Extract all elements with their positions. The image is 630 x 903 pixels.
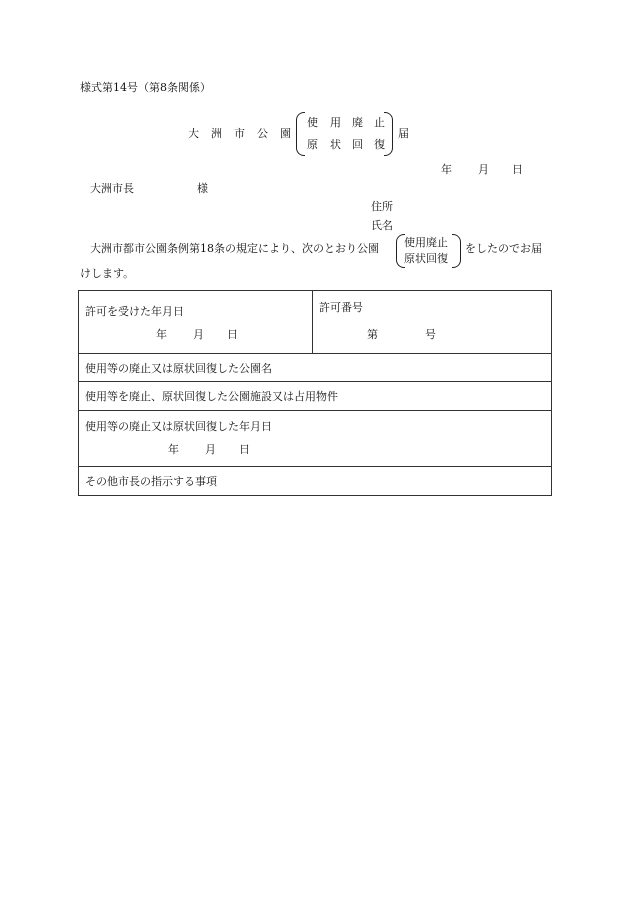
title-suffix: 届 [398,127,409,140]
permit-date-month: 月 [193,328,204,341]
permit-date-day: 日 [227,328,238,341]
title-option-char: 回 [352,138,363,151]
body-line1-after: をしたのでお届 [465,242,542,255]
date-month: 月 [478,163,489,176]
body-option-upper: 使用廃止 [404,236,448,249]
body-option-lower: 原状回復 [404,252,448,265]
name-label: 氏名 [371,219,393,232]
body-bracket-right [452,234,461,268]
date-day: 日 [512,163,523,176]
date-year: 年 [441,163,452,176]
address-label: 住所 [371,200,393,213]
park-name-label: 使用等の廃止又は原状回復した公園名 [85,362,272,375]
table-row-restore-date [79,411,551,467]
restore-date-label: 使用等の廃止又は原状回復した年月日 [85,420,272,433]
facility-label: 使用等を廃止、原状回復した公園施設又は占用物件 [85,390,338,403]
permit-number-prefix: 第 [367,328,378,341]
permit-number-label: 許可番号 [319,301,363,314]
title-char: 市 [234,127,245,140]
body-line1-before: 大洲市都市公園条例第18条の規定により、次のとおり公園 [90,242,379,255]
title-option-char: 使 [307,116,318,129]
addressee-name: 大洲市長 [90,182,134,195]
table-row-park-name [79,354,551,382]
title-option-char: 止 [374,116,385,129]
title-char: 大 [188,127,199,140]
table-row-permit [79,291,551,354]
form-number: 様式第14号（第8条関係） [80,81,211,94]
table-row-facility [79,382,551,411]
title-option-char: 復 [374,138,385,151]
title-char: 園 [280,127,291,140]
title-option-char: 廃 [352,116,363,129]
addressee-honorific: 様 [197,182,208,195]
permit-number-suffix: 号 [425,328,436,341]
title-char: 洲 [211,127,222,140]
title-option-char: 原 [307,138,318,151]
permit-date-year: 年 [156,328,167,341]
title-option-char: 状 [330,138,341,151]
bracket-right [384,112,393,156]
bracket-left [296,112,305,156]
form-table [78,290,552,496]
body-line2: けします。 [80,267,135,280]
title-option-char: 用 [330,116,341,129]
table-row-other [79,467,551,495]
permit-date-label: 許可を受けた年月日 [85,305,184,318]
other-label: その他市長の指示する事項 [85,475,217,488]
title-char: 公 [257,127,268,140]
restore-date-day: 日 [239,443,250,456]
restore-date-month: 月 [205,443,216,456]
restore-date-year: 年 [168,443,179,456]
cell-divider [312,291,313,353]
